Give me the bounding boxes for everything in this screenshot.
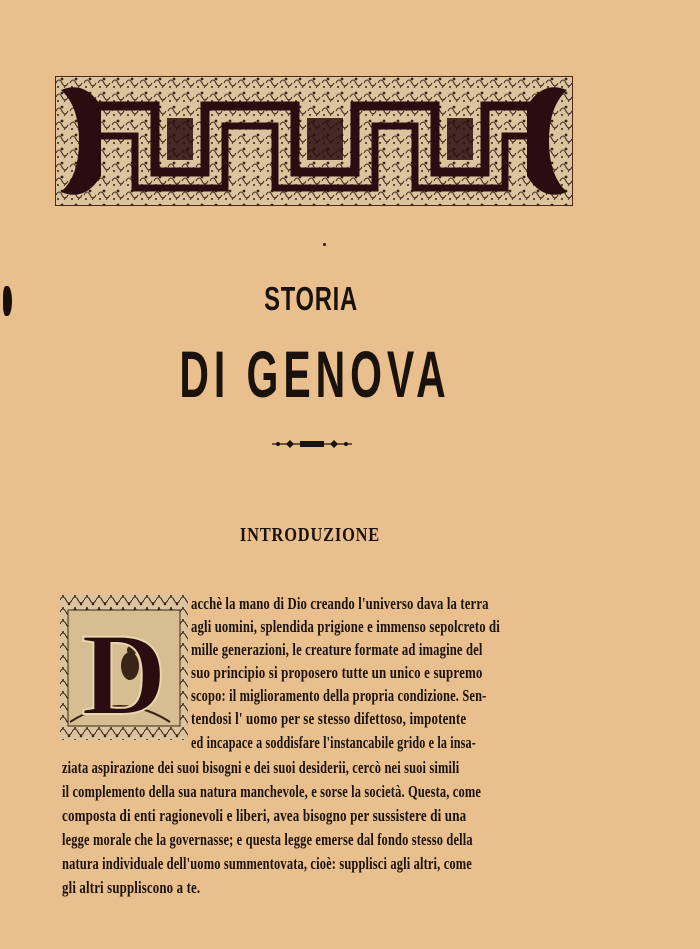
page-edge-mark (3, 286, 12, 316)
body-line: ed incapace a soddisfare l'instancabile grido e la insa- (191, 733, 476, 752)
body-line: natura individuale dell'uomo summentovata, cioè: supplisci agli altri, come (62, 854, 472, 873)
body-line: mille generazioni, le creature formate ad imagine del (191, 640, 483, 659)
body-line: ziata aspirazione dei suoi bisogni e dei suoi desiderii, cercò nei suoi simili (62, 758, 460, 777)
title-line-2: DI GENOVA (179, 337, 451, 411)
body-line: suo principio si proposero tutte un unico e supremo (191, 663, 483, 682)
body-line: scopo: il miglioramento della propria condizione. Sen- (191, 686, 487, 705)
title-line-1: STORIA (264, 280, 358, 317)
ornamental-divider (272, 439, 352, 449)
body-line: acchè la mano di Dio creando l'universo dava la terra (191, 594, 489, 613)
body-line: agli uomini, splendida prigione e immenso sepolcreto di (191, 617, 500, 636)
drop-cap-letter: D (81, 609, 167, 740)
body-line: legge morale che la governasse; e questa legge emerse dal fondo stesso della (62, 830, 473, 849)
section-heading: INTRODUZIONE (239, 524, 381, 546)
body-line: il complemento della sua natura manchevole, e sorse la società. Questa, come (62, 782, 482, 801)
body-line: gli altri suppliscono a te. (62, 878, 201, 897)
body-line: composta di enti ragionevoli e liberi, avea bisogno per sussistere di una (62, 806, 467, 825)
ornamental-headpiece (55, 76, 573, 206)
decorated-initial (60, 594, 188, 740)
body-line: tendosi l' uomo per se stesso difettoso, impotente (191, 709, 467, 728)
stray-print-dot (323, 243, 326, 246)
